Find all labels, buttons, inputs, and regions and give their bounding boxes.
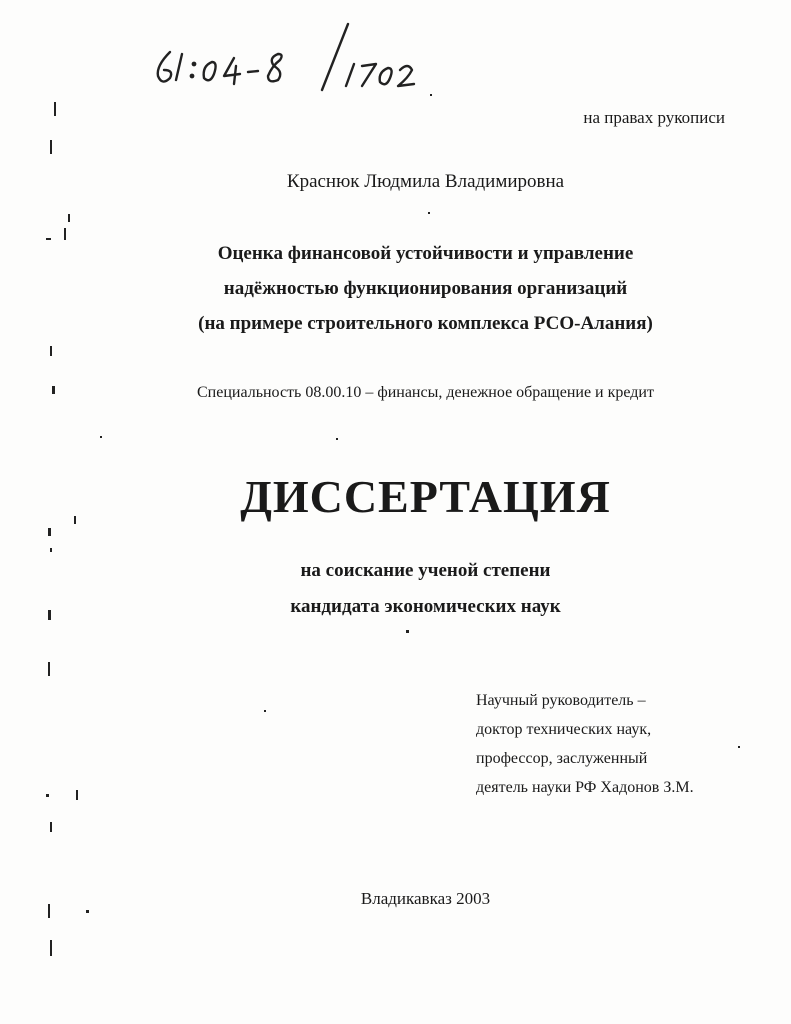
city-year: Владикавказ 2003 [360, 889, 491, 908]
manuscript-rights: на правах рукописи [583, 108, 725, 127]
scientific-advisor [476, 686, 694, 802]
document-type: ДИССЕРТАЦИЯ [240, 471, 611, 522]
degree-line: кандидата экономических наук [290, 596, 561, 617]
degree-line: на соискание ученой степени [300, 560, 551, 581]
advisor-line: доктор технических наук, [476, 721, 652, 738]
title-line: (на примере строительного комплекса РСО-Алания) [198, 313, 653, 334]
author-name: Краснюк Людмила Владимировна [286, 171, 565, 192]
advisor-line: профессор, заслуженный [476, 750, 648, 767]
degree-sought [0, 553, 791, 625]
specialty: Специальность 08.00.10 – финансы, денежное обращение и кредит [197, 384, 654, 401]
title-line: надёжностью функционирования организаций [223, 278, 628, 299]
handwritten-archive-number [150, 14, 440, 94]
dissertation-title [0, 236, 791, 341]
title-line: Оценка финансовой устойчивости и управление [217, 243, 634, 264]
advisor-line: деятель науки РФ Хадонов З.М. [476, 779, 694, 796]
advisor-line: Научный руководитель – [476, 692, 646, 709]
archive-mark [150, 14, 440, 94]
